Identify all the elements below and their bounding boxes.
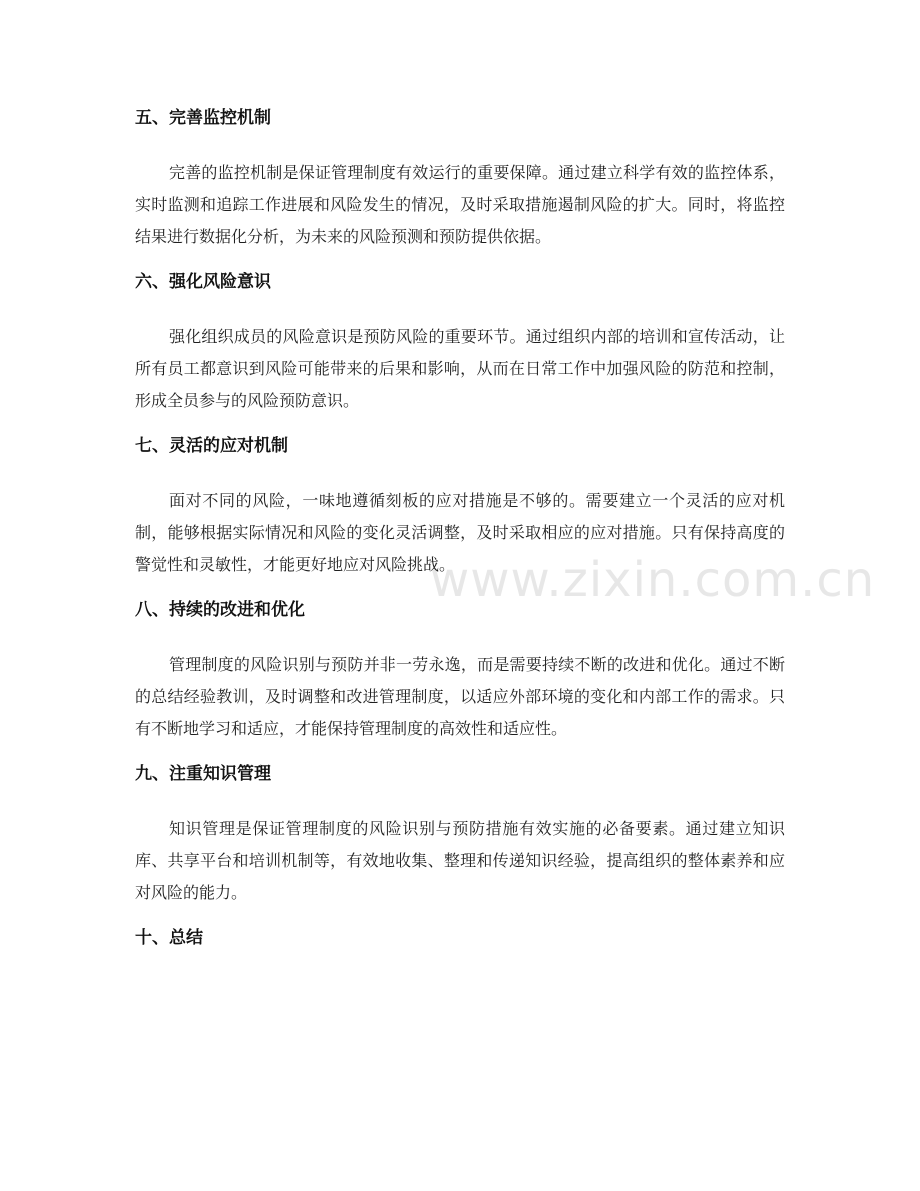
section-heading: 五、完善监控机制: [135, 108, 271, 128]
section-summary: [135, 924, 785, 952]
section-heading: 七、灵活的应对机制: [135, 436, 288, 456]
section-continuous-improvement: [135, 596, 785, 745]
section-heading: 九、注重知识管理: [135, 764, 271, 784]
section-heading: 六、强化风险意识: [135, 272, 271, 292]
document-content: [135, 104, 785, 952]
section-paragraph: 完善的监控机制是保证管理制度有效运行的重要保障。通过建立科学有效的监控体系，实时监测和追踪工作进展和风险发生的情况，及时采取措施遏制风险的扩大。同时，将监控结果进行数据化分析，为未来的风险预测和预防提供依据。: [135, 163, 785, 246]
section-monitoring: [135, 104, 785, 253]
section-paragraph: 管理制度的风险识别与预防并非一劳永逸，而是需要持续不断的改进和优化。通过不断的总结经验教训，及时调整和改进管理制度，以适应外部环境的变化和内部工作的需求。只有不断地学习和适应，才能保持管理制度的高效性和适应性。: [135, 655, 785, 738]
section-flexible-response: [135, 432, 785, 581]
section-risk-awareness: [135, 268, 785, 417]
watermark-text: www.zixin.com.cn: [430, 552, 876, 608]
section-heading: 八、持续的改进和优化: [135, 600, 305, 620]
section-paragraph: 知识管理是保证管理制度的风险识别与预防措施有效实施的必备要素。通过建立知识库、共享平台和培训机制等，有效地收集、整理和传递知识经验，提高组织的整体素养和应对风险的能力。: [135, 819, 785, 902]
section-knowledge-management: [135, 760, 785, 909]
section-paragraph: 面对不同的风险，一味地遵循刻板的应对措施是不够的。需要建立一个灵活的应对机制，能够根据实际情况和风险的变化灵活调整，及时采取相应的应对措施。只有保持高度的警觉性和灵敏性，才能更好地应对风险挑战。: [135, 491, 785, 574]
section-heading: 十、总结: [135, 928, 203, 948]
section-paragraph: 强化组织成员的风险意识是预防风险的重要环节。通过组织内部的培训和宣传活动，让所有员工都意识到风险可能带来的后果和影响，从而在日常工作中加强风险的防范和控制，形成全员参与的风险预防意识。: [135, 327, 785, 410]
